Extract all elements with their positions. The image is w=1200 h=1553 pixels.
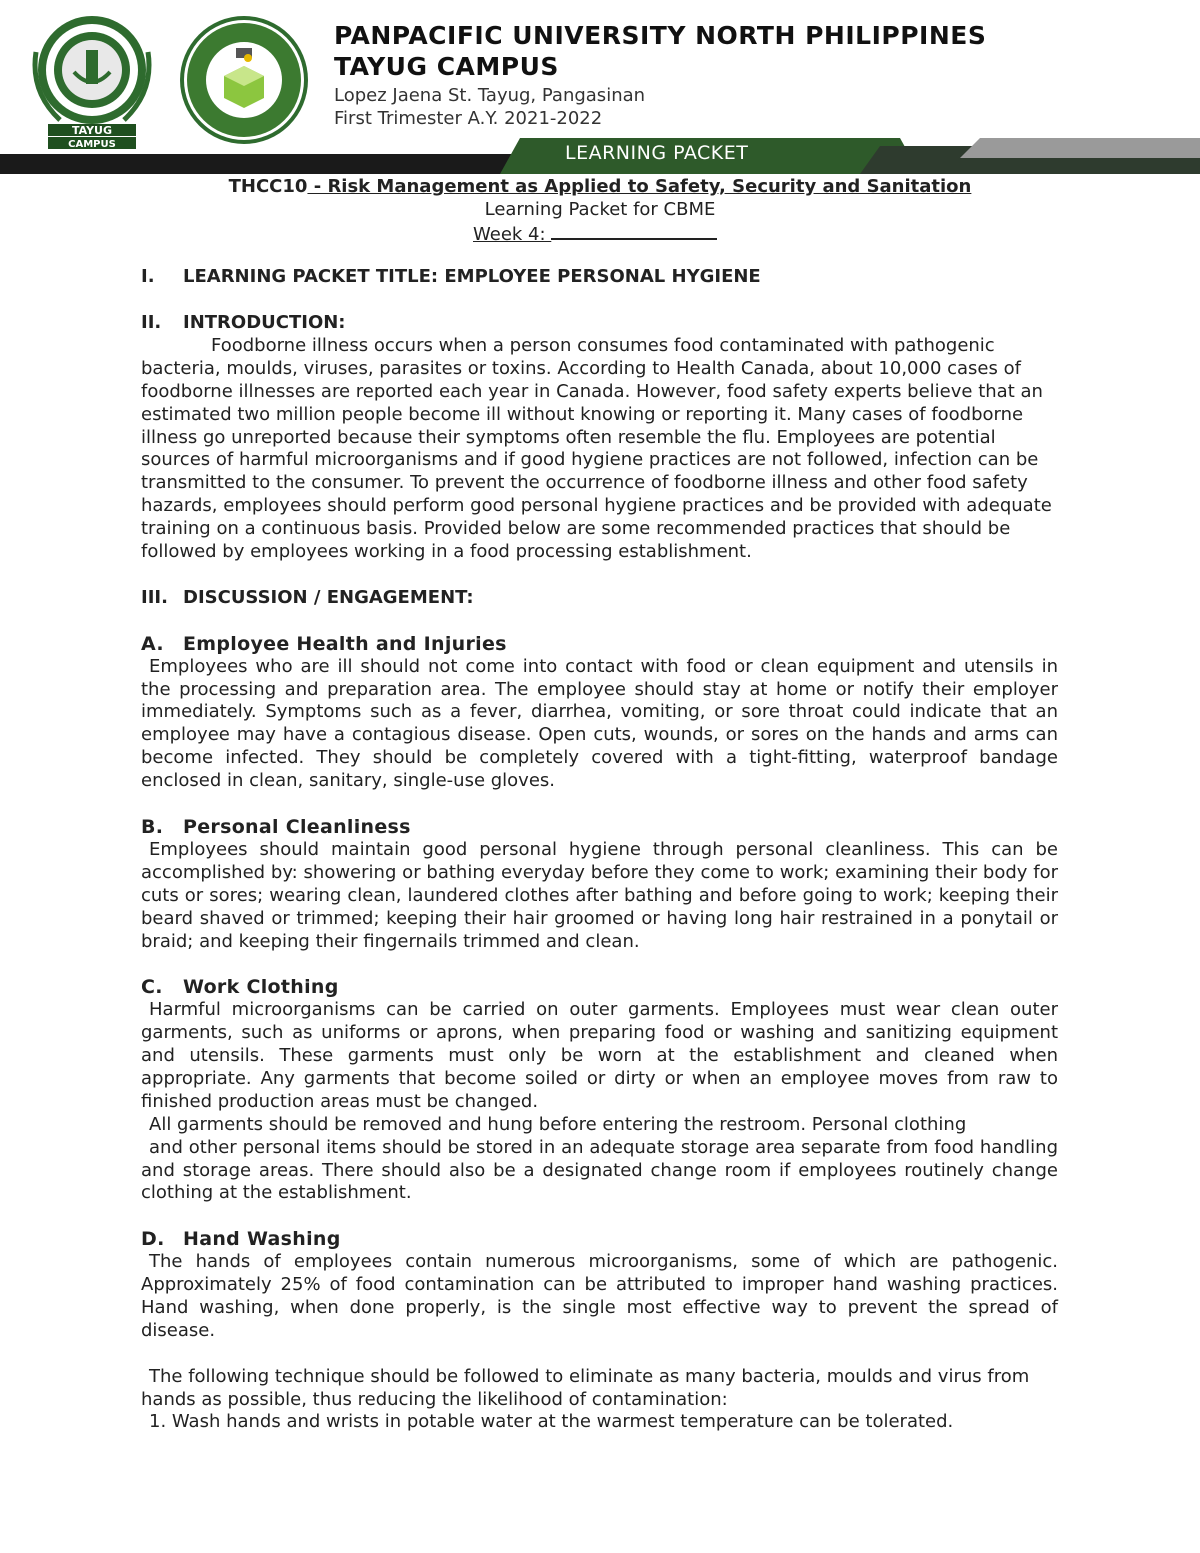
subsection-d-heading [141,1228,1058,1251]
section-1-title: LEARNING PACKET TITLE: EMPLOYEE PERSONAL HYGIENE [183,266,761,287]
campus-name: TAYUG CAMPUS [334,52,559,81]
subsection-d-paragraph-1: The hands of employees contain numerous microorganisms, some of which are pathogenic. Approximately 25% of food contamination can be attributed to improper hand washing practices. Hand washing, when done properly, is the single most effective way to prevent the spread of disease. [141,1251,1058,1341]
subsection-b-number: B. [141,815,164,838]
term: First Trimester A.Y. 2021-2022 [334,108,603,129]
subsection-d-title: Hand Washing [183,1228,341,1251]
college-seal-logo [178,14,310,146]
subsection-b-heading [141,816,1058,839]
section-2-number: II. [141,311,162,333]
section-3-number: III. [141,586,168,608]
course-subtitle: Learning Packet for CBME [484,199,716,220]
week-line [473,220,717,245]
section-2-title: INTRODUCTION: [183,311,346,333]
course-name: - Risk Management as Applied to Safety, Security and Sanitation [307,176,972,197]
document-body [141,266,1058,1434]
university-name: PANPACIFIC UNIVERSITY NORTH PHILIPPINES [334,21,987,50]
subsection-d-number: D. [141,1228,165,1251]
course-title [229,176,972,197]
section-3-heading [141,587,1058,610]
course-code: THCC10 [228,176,308,197]
svg-text:TAYUG: TAYUG [71,124,113,137]
subsection-a-number: A. [141,632,164,655]
subsection-c-number: C. [141,976,163,999]
week-blank [551,220,717,240]
subsection-b-paragraph: Employees should maintain good personal hygiene through personal cleanliness. This can be accomplished by: showering or bathing everyday before they come to work; examining their body for cuts or sores; wearing clean, laundered clothes after bathing and before going to work; keeping their beard shaved or trimmed; keeping their hair groomed or having long hair restrained in a ponytail or braid; and keeping their fingernails trimmed and clean. [141,838,1058,952]
section-1-number: I. [141,266,155,287]
university-seal-logo [30,12,155,152]
subsection-a-paragraph: Employees who are ill should not come into contact with food or clean equipment and utensils in the processing and preparation area. The employee should stay at home or notify their employer immediately. Symptoms such as a fever, diarrhea, vomiting, or sore throat could indicate that an employee may have a contagious disease. Open cuts, wounds, or sores on the hands and arms can become infected. They should be completely covered with a tight-fitting, waterproof bandage enclosed in clean, sanitary, single-use gloves. [141,655,1058,792]
subsection-c-paragraph-1: Harmful microorganisms can be carried on outer garments. Employees must wear clean outer garments, such as uniforms or aprons, when preparing food or washing and sanitizing equipment and utensils. These garments must only be worn at the establishment and cleaned when appropriate. Any garments that become soiled or dirty or when an employee moves from raw to finished production areas must be changed. [141,999,1058,1112]
hand-washing-step-1: 1. Wash hands and wrists in potable water at the warmest temperature can be tolerated. [149,1411,954,1433]
subsection-d-paragraph-2: The following technique should be followed to eliminate as many bacteria, moulds and virus from hands as possible, thus reducing the likelihood of contamination: [141,1365,1030,1410]
svg-text:CAMPUS: CAMPUS [68,139,116,150]
subsection-c-paragraph-2a: All garments should be removed and hung before entering the restroom. Personal clothing [149,1113,967,1135]
subsection-b-title: Personal Cleanliness [183,815,411,838]
address: Lopez Jaena St. Tayug, Pangasinan [334,85,646,106]
subsection-c-title: Work Clothing [183,976,339,999]
section-3-title: DISCUSSION / ENGAGEMENT: [183,586,474,608]
subsection-c-heading [141,976,1058,999]
subsection-a-title: Employee Health and Injuries [183,632,507,655]
introduction-paragraph: Foodborne illness occurs when a person consumes food contaminated with pathogenic bacteria, moulds, viruses, parasites or toxins. According to Health Canada, about 10,000 cases of foodborne illnesses are reported each year in Canada. However, food safety experts believe that an estimated two million people become ill without knowing or reporting it. Many cases of foodborne illness go unreported because their symptoms often resemble the flu. Employees are potential sources of harmful microorganisms and if good hygiene practices are not followed, infection can be transmitted to the consumer. To prevent the occurrence of foodborne illness and other food safety hazards, employees should perform good personal hygiene practices and be provided with adequate training on a continuous basis. Provided below are some recommended practices that should be followed by employees working in a food processing establishment. [141,334,1052,563]
subsection-c-paragraph-2b: and other personal items should be stored in an adequate storage area separate from food handling and storage areas. There should also be a designated change room if employees routinely change clothing at the establishment. [141,1136,1058,1204]
university-title [334,20,986,82]
section-1-heading [141,266,1058,289]
subsection-a-heading [141,633,1058,656]
banner-label: LEARNING PACKET [565,142,749,164]
week-label: Week 4: [473,224,552,245]
university-address-block [334,84,645,130]
course-block [0,175,1200,221]
section-2-heading [141,312,1058,335]
